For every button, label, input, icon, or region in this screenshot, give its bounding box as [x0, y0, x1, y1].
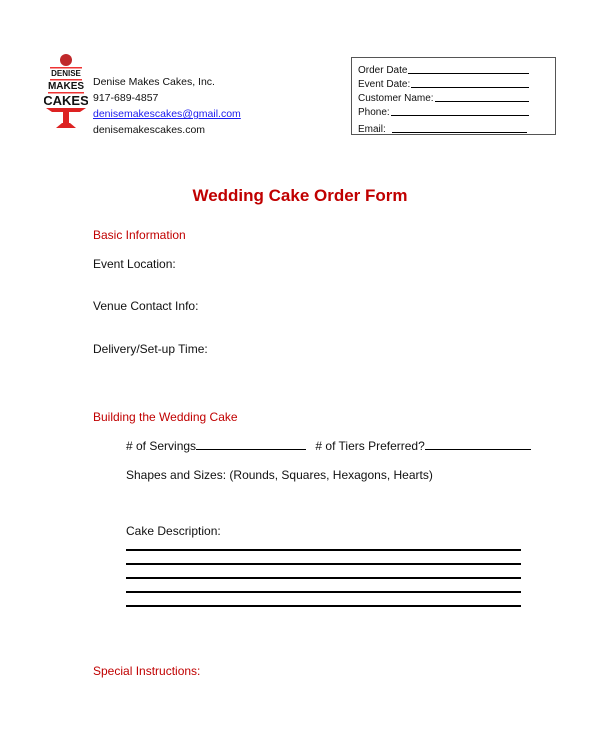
- cake-description-label: Cake Description:: [126, 524, 221, 538]
- description-line[interactable]: [126, 549, 521, 551]
- event-date-field[interactable]: Event Date:: [358, 76, 549, 90]
- order-details-box: [351, 57, 556, 135]
- order-date-field[interactable]: Order Date: [358, 62, 549, 76]
- servings-field[interactable]: # of Servings # of Tiers Preferred?: [126, 439, 531, 453]
- svg-text:CAKES: CAKES: [44, 93, 88, 108]
- company-website: denisemakescakes.com: [93, 124, 206, 136]
- basic-info-heading: Basic Information: [93, 228, 186, 242]
- special-instructions-heading: Special Instructions:: [93, 664, 201, 678]
- company-phone: 917-689-4857: [93, 92, 159, 104]
- delivery-time-label: Delivery/Set-up Time:: [93, 342, 208, 356]
- company-info: [93, 74, 241, 138]
- company-email-link[interactable]: denisemakescakes@gmail.com: [93, 108, 241, 120]
- svg-text:DENISE: DENISE: [51, 69, 81, 78]
- email-field[interactable]: Email:: [358, 118, 549, 135]
- svg-text:MAKES: MAKES: [47, 81, 85, 92]
- venue-contact-label: Venue Contact Info:: [93, 299, 199, 313]
- shapes-sizes-label: Shapes and Sizes: (Rounds, Squares, Hexagons, Hearts): [126, 468, 433, 482]
- description-line[interactable]: [126, 605, 521, 607]
- company-name: Denise Makes Cakes, Inc.: [93, 76, 215, 88]
- phone-field[interactable]: Phone:: [358, 104, 549, 118]
- description-line[interactable]: [126, 577, 521, 579]
- description-line[interactable]: [126, 563, 521, 565]
- event-location-label: Event Location:: [93, 257, 176, 271]
- customer-name-field[interactable]: Customer Name:: [358, 90, 549, 104]
- description-line[interactable]: [126, 591, 521, 593]
- building-cake-heading: Building the Wedding Cake: [93, 410, 238, 424]
- company-logo: [44, 52, 88, 130]
- page-title: Wedding Cake Order Form: [192, 186, 408, 205]
